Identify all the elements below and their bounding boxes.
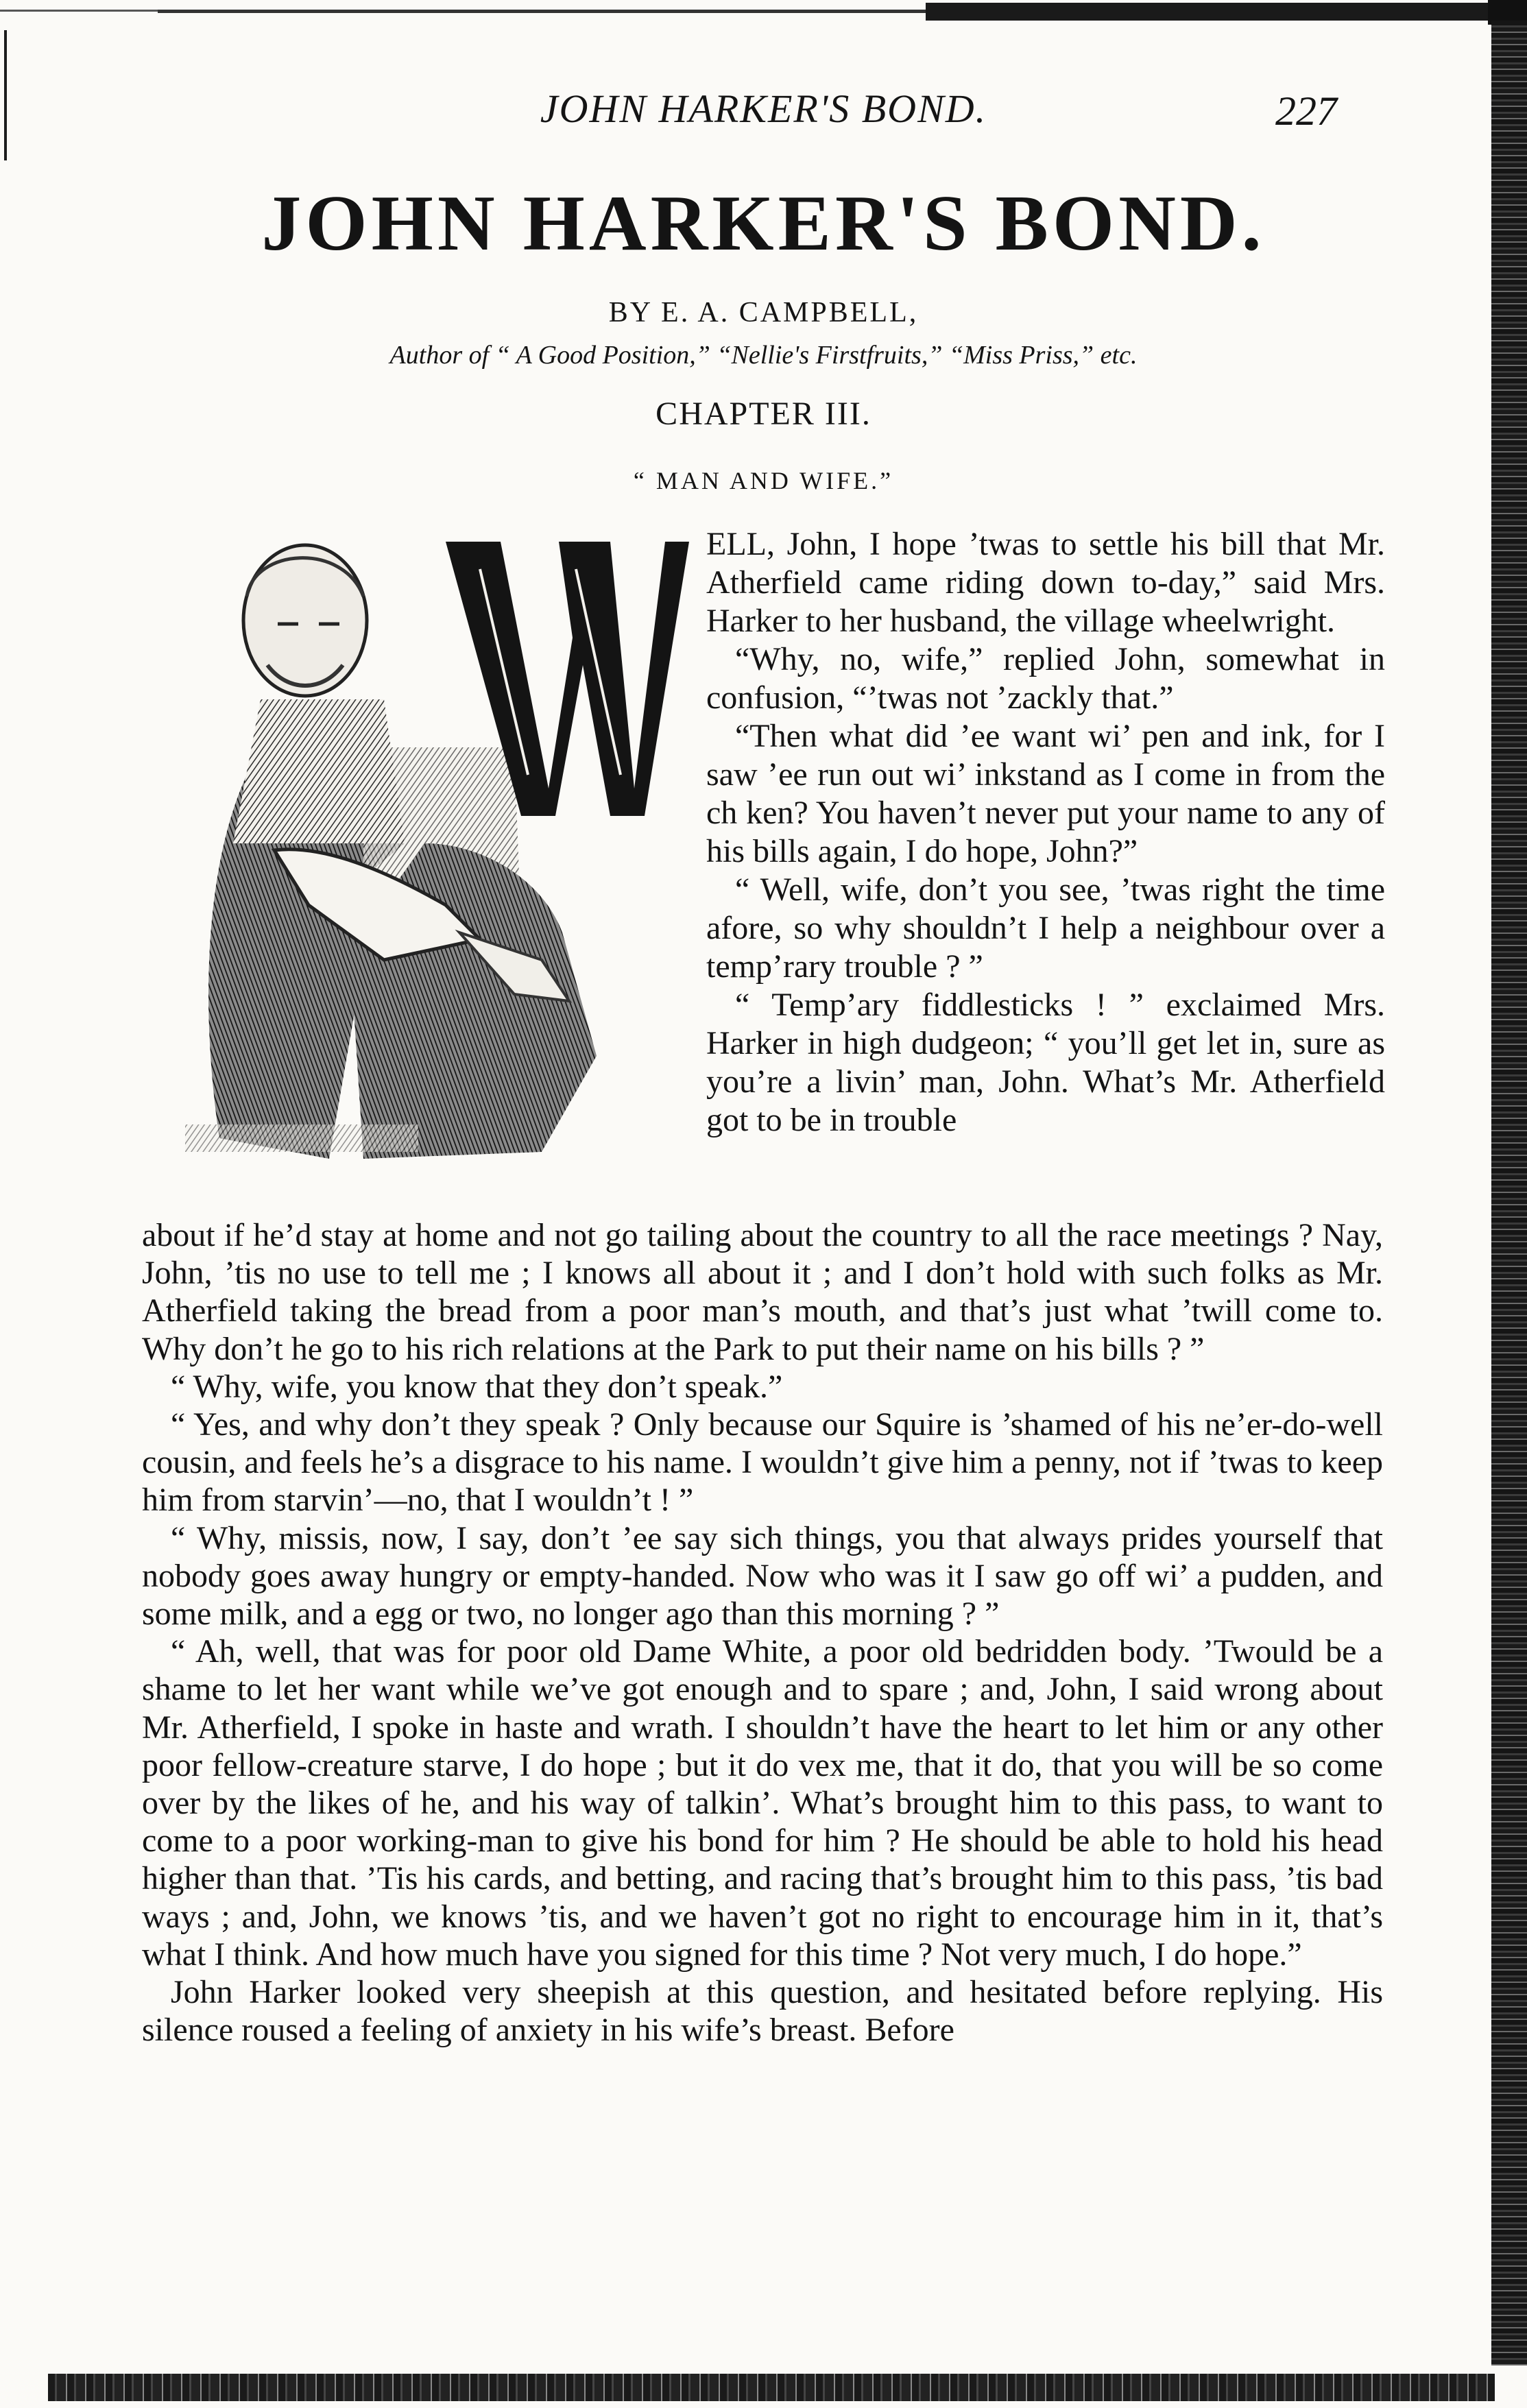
paragraph: “Why, no, wife,” replied John, somewhat in confusion, “’twas not ’zackly that.” xyxy=(706,641,1385,716)
paragraph: about if he’d stay at home and not go tailing about the country to all the race meetings ? Nay, John, ’tis no use to tell me ; I knows all about it ; and I don’t hold with such folks as Mr. Atherfield taking the bread from a poor man’s mouth, and that’s just what ’twill come to. Why don’t he go to his rich relations at the Park to put their name on his bills ? ” xyxy=(142,1217,1383,1367)
story-body xyxy=(142,1216,1383,2049)
running-title: JOHN HARKER'S BOND. xyxy=(540,86,987,131)
author-credits: Author of “ A Good Position,” “Nellie's Firstfruits,” “Miss Priss,” etc. xyxy=(389,341,1138,370)
drop-cap-w-icon xyxy=(439,528,693,823)
top-rule xyxy=(0,0,1527,27)
paragraph: “ Well, wife, don’t you see, ’twas right the time afore, so why shouldn’t I help a neighbour over a temp’rary trouble ? ” xyxy=(706,871,1385,985)
paragraph: “ Temp’ary fiddlesticks ! ” exclaimed Mrs. Harker in high dudgeon; “ you’ll get let in, sure as you’re a livin’ man, John. What’s Mr. Atherfield got to be in trouble xyxy=(706,987,1385,1138)
paragraph: “ Yes, and why don’t they speak ? Only because our Squire is ’shamed of his ne’er-do-well cousin, and feels he’s a disgrace to his name. I wouldn’t give him a penny, not if ’twas to keep him from starvin’—no, that I wouldn’t ! ” xyxy=(142,1406,1383,1519)
byline: BY E. A. CAMPBELL, xyxy=(608,297,919,328)
story-title: JOHN HARKER'S BOND. xyxy=(261,180,1266,267)
paragraph: “ Ah, well, that was for poor old Dame White, a poor old bedridden body. ’Twould be a shame to let her want while we’ve got enough and to spare ; and, John, I said wrong about Mr. Atherfield, I spoke in haste and wrath. I shouldn’t have the heart to let him or any other poor fellow-creature starve, I do hope ; but it do vex me, that it do, that you will be so come over by the likes of he, and his way of talkin’. What’s brought him to this pass, to want to come to a poor working-man to give his bond for him ? He should be able to hold his head higher than that. ’Tis his cards, and betting, and racing that’s brought him to this pass, ’tis bad ways ; and, John, we knows ’tis, and we haven’t got no right to encourage him in it, that’s what I think. And how much have you signed for this time ? Not very much, I do hope.” xyxy=(142,1633,1383,1973)
paragraph: ELL, John, I hope ’twas to settle his bill that Mr. Atherfield came riding down to-day,” said Mrs. Harker to her husband, the village wheelwright. xyxy=(706,526,1385,639)
story-column xyxy=(706,525,1385,1140)
page-number: 227 xyxy=(1275,88,1337,134)
right-edge-shadow xyxy=(1491,21,1527,2365)
chapter-subtitle: “ MAN AND WIFE.” xyxy=(633,467,894,494)
paragraph: “ Why, missis, now, I say, don’t ’ee say sich things, you that always prides yourself that nobody goes away hungry or empty-handed. Now who was it I saw go off wi’ a pudden, and some milk, and a egg or two, no longer ago than this morning ? ” xyxy=(142,1519,1383,1633)
chapter-heading: CHAPTER III. xyxy=(656,396,871,432)
paragraph: “ Why, wife, you know that they don’t speak.” xyxy=(171,1368,783,1405)
paragraph: “Then what did ’ee want wi’ pen and ink, for I saw ’ee run out wi’ inkstand as I come in from the ch ken? You haven’t never put your name to any of his bills again, I do hope, John?” xyxy=(706,718,1385,869)
bottom-rule xyxy=(48,2374,1495,2401)
paragraph: John Harker looked very sheepish at this question, and hesitated before replying. His silence roused a feeling of anxiety in his wife’s breast. Before xyxy=(142,1974,1383,2049)
